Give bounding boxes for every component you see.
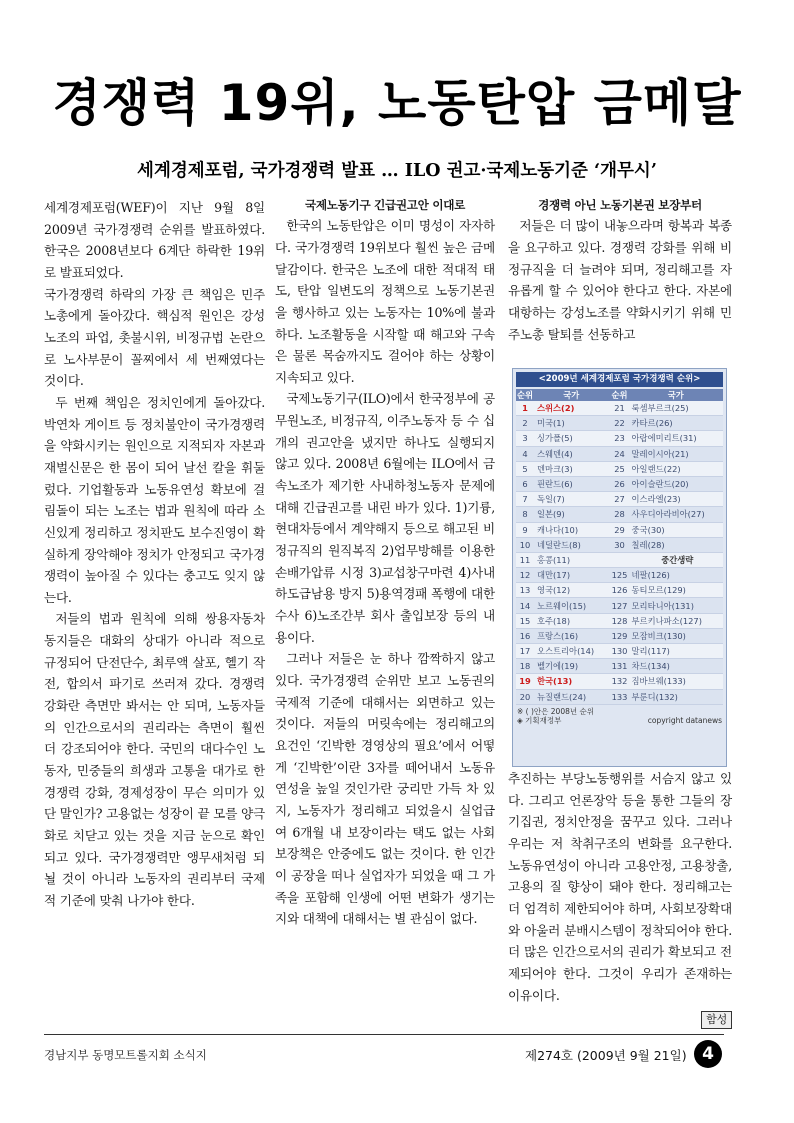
column-header: 국가 bbox=[629, 389, 723, 401]
country-cell: 영국(12) bbox=[534, 583, 609, 598]
country-cell: 모리타니아(131) bbox=[629, 598, 723, 613]
paragraph: 그러나 저들은 눈 하나 깜짝하지 않고 있다. 국가경쟁력 순위만 보고 노동권의 국제적 기준에 대해서는 외면하고 있는 것이다. 저들의 머릿속에는 정리해고의 요건인 ‘긴박한 경영상의 필요’에서 어떻게 ‘긴박한’이란 3자를 떼어내서 노동유연성을 높일 것인가란 궁리만 가득 차 있지, 노동자가 정리해고 되었을시 실업급여 6개월 내 보장이라는 택도 없는 사회보장책은 안중에도 없는 것이다. 한 인간이 공장을 떠나 실업자가 되었을 때 그 가족을 포함해 인생에 어떤 변화가 생기는지와 대책에 대해서는 별 관심이 없다. bbox=[275, 651, 495, 927]
table-row bbox=[516, 401, 723, 416]
table-row bbox=[516, 659, 723, 674]
country-cell: 오스트리아(14) bbox=[534, 644, 609, 659]
country-cell: 노르웨이(15) bbox=[534, 598, 609, 613]
country-cell: 부르키나파소(127) bbox=[629, 613, 723, 628]
country-cell: 벨기에(19) bbox=[534, 659, 609, 674]
table-row bbox=[516, 568, 723, 583]
country-cell: 카타르(26) bbox=[629, 416, 723, 431]
table-row bbox=[516, 416, 723, 431]
rank-cell: 28 bbox=[611, 507, 629, 522]
rank-cell: 130 bbox=[611, 644, 629, 659]
country-cell: 칠레(28) bbox=[629, 537, 723, 552]
rank-cell: 15 bbox=[516, 613, 534, 628]
table-row bbox=[516, 598, 723, 613]
country-cell: 아랍에미리트(31) bbox=[629, 431, 723, 446]
country-cell: 한국(13) bbox=[534, 674, 609, 689]
article-column-3-continued bbox=[508, 768, 732, 1030]
country-cell: 중국(30) bbox=[629, 522, 723, 537]
figure-source: ◈ 기획재정부 bbox=[517, 716, 562, 726]
paragraph: 세계경제포럼(WEF)이 지난 9월 8일 2009년 국가경쟁력 순위를 발표하였다. 한국은 2008년보다 6계단 하락한 19위로 발표되었다. bbox=[44, 200, 265, 280]
country-cell: 프랑스(16) bbox=[534, 628, 609, 643]
country-cell: 사우디아라비아(27) bbox=[629, 507, 723, 522]
rank-cell bbox=[611, 552, 629, 567]
table-row bbox=[516, 522, 723, 537]
table-row bbox=[516, 537, 723, 552]
country-cell: 짐바브웨(133) bbox=[629, 674, 723, 689]
country-cell: 모잠비크(130) bbox=[629, 628, 723, 643]
rank-cell: 21 bbox=[611, 401, 629, 416]
table-row bbox=[516, 492, 723, 507]
article-column-3 bbox=[508, 197, 732, 345]
table-row bbox=[516, 446, 723, 461]
table-row bbox=[516, 689, 723, 704]
article-column-1 bbox=[44, 197, 265, 912]
figure-title: <2009년 세계경제포럼 국가경쟁력 순위> bbox=[516, 372, 723, 387]
column-header: 순위 bbox=[611, 390, 628, 400]
rank-cell: 24 bbox=[611, 446, 629, 461]
rank-cell: 25 bbox=[611, 461, 629, 476]
country-cell: 뉴질랜드(24) bbox=[534, 689, 609, 704]
rank-cell: 16 bbox=[516, 628, 534, 643]
article-column-2 bbox=[275, 197, 495, 930]
country-cell: 스위스(2) bbox=[534, 401, 609, 416]
paragraph: 한국의 노동탄압은 이미 명성이 자자하다. 국가경쟁력 19위보다 훨씬 높은 금메달감이다. 한국은 노조에 대한 적대적 태도, 탄압 일변도의 정책으로 노동기본권을 행사하고 있는 노동자는 10%에 불과하다. 노조활동을 시작할 때 해고와 구속은 물론 목숨까지도 걸어야 하는 상황이 지속되고 있다. bbox=[275, 218, 495, 385]
country-cell: 룩셈부르크(25) bbox=[629, 401, 723, 416]
ranking-table bbox=[516, 389, 723, 705]
paragraph: 저들은 더 많이 내놓으라며 항복과 복종을 요구하고 있다. 경쟁력 강화를 위해 비정규직을 더 늘려야 되며, 정리해고를 자유롭게 할 수 있어야 한다고 한다. 자본에 대항하는 강성노조를 약화시키기 위해 민주노총 탈퇴를 선동하고 bbox=[508, 218, 732, 342]
country-cell: 아일랜드(22) bbox=[629, 461, 723, 476]
paragraph: 추진하는 부당노동행위를 서슴지 않고 있다. 그리고 언론장악 등을 통한 그들의 장기집권, 정치안정을 꿈꾸고 있다. 그러나 우리는 저 착취구조의 변화를 요구한다. 노동유연성이 아니라 고용안정, 고용창출, 고용의 질 향상이 돼야 한다. 정리해고는 더 엄격히 제한되어야 하며, 사회보장확대와 아울러 분배시스템이 정착되어야 한다. 더 많은 인간으로서의 권리가 확보되고 전제되어야 한다. 그것이 우리가 존재하는 이유이다. bbox=[508, 771, 732, 1003]
country-cell: 독일(7) bbox=[534, 492, 609, 507]
headline: 경쟁력 19위, 노동탄압 금메달 bbox=[52, 74, 742, 132]
rank-cell: 6 bbox=[516, 476, 534, 491]
figure-note: ※ ( )안은 2008년 순위 bbox=[517, 706, 594, 716]
paragraph: 국제노동기구(ILO)에서 한국정부에 공무원노조, 비정규직, 이주노동자 등 수 십개의 권고안을 냈지만 하나도 실행되지 않고 있다. 2008년 6월에는 ILO에서 금속노조가 제기한 사내하청노동자 문제에 대해 긴급권고를 내린 바가 있다. 1)기륭, 현대차등에서 계약해지 등으로 해고된 비정규직의 원직복직 2)업무방해를 이용한 손배가압류 시정 3)교섭창구마련 4)사내 하도급남용 방지 5)용역경패 폭행에 대한 수사 6)노조간부 회사 출입보장 등의 내용이다. bbox=[275, 391, 495, 645]
rank-cell: 14 bbox=[516, 598, 534, 613]
paragraph: 저들의 법과 원칙에 의해 쌍용자동차 동지들은 대화의 상대가 아니라 적으로 규정되어 단전단수, 최루액 살포, 헬기 작전, 합의서 파기로 쓰러져 갔다. 경쟁력 강화란 측면만 봐서는 안 되며, 노동자들의 인간으로서의 권리라는 측면이 훨씬 더 강조되어야 한다. 국민의 대다수인 노동자, 민중들의 희생과 고통을 대가로 한 경쟁력 강화, 경제성장이 무슨 의미가 있단 말인가? 고용없는 성장이 끝 모를 양극화로 치닫고 있는 것을 지금 눈으로 확인되고 있다. 국가경쟁력만 앵무새처럼 되뇔 것이 아니라 노동자의 권리부터 국제적 기준에 맞춰 나가야 한다. bbox=[44, 611, 265, 908]
table-row bbox=[516, 583, 723, 598]
rank-cell: 19 bbox=[516, 674, 534, 689]
rank-cell: 131 bbox=[611, 659, 629, 674]
country-cell: 대만(17) bbox=[534, 568, 609, 583]
paragraph: 두 번째 책임은 정치인에게 돌아갔다. 박연차 게이트 등 정치불안이 국가경쟁력을 약화시키는 원인으로 지적되자 자본과 재벌신문은 한 몸이 되어 날선 칼을 휘둘렀다. 기업활동과 노동유연성 확보에 걸림돌이 되는 노조는 법과 원칙에 따라 소신있게 정리하고 정치판도 보수진영이 확실하게 장악해야 정치가 안정되고 국가경쟁력이 높아질 수 있다는 충고도 잊지 않는다. bbox=[44, 394, 265, 605]
column-header: 국가 bbox=[534, 389, 609, 401]
country-cell: 싱가폴(5) bbox=[534, 431, 609, 446]
rank-cell: 132 bbox=[611, 674, 629, 689]
country-cell: 네덜란드(8) bbox=[534, 537, 609, 552]
rank-cell: 17 bbox=[516, 644, 534, 659]
rank-cell: 30 bbox=[611, 537, 629, 552]
country-cell: 스웨덴(4) bbox=[534, 446, 609, 461]
section-heading: 경쟁력 아닌 노동기본권 보장부터 bbox=[538, 198, 702, 212]
figure-copyright: copyright datanews bbox=[647, 716, 722, 726]
country-cell: 중간생략 bbox=[629, 552, 723, 567]
author-signature bbox=[508, 1008, 732, 1030]
rank-cell: 126 bbox=[611, 583, 629, 598]
table-row bbox=[516, 628, 723, 643]
rank-cell: 129 bbox=[611, 628, 629, 643]
rank-cell: 26 bbox=[611, 476, 629, 491]
country-cell: 캐나다(10) bbox=[534, 522, 609, 537]
country-cell: 덴마크(3) bbox=[534, 461, 609, 476]
rank-cell: 27 bbox=[611, 492, 629, 507]
table-row bbox=[516, 674, 723, 689]
issue-info: 제274호 (2009년 9월 21일) bbox=[525, 1048, 687, 1063]
country-cell: 핀란드(6) bbox=[534, 476, 609, 491]
country-cell: 동티모르(129) bbox=[629, 583, 723, 598]
rank-cell: 20 bbox=[516, 689, 534, 704]
country-cell: 아이슬란드(20) bbox=[629, 476, 723, 491]
rank-cell: 127 bbox=[611, 598, 629, 613]
rank-cell: 4 bbox=[516, 446, 534, 461]
table-row bbox=[516, 613, 723, 628]
rank-cell: 1 bbox=[516, 401, 534, 416]
section-heading: 국제노동기구 긴급권고안 이대로 bbox=[304, 198, 466, 212]
country-cell: 말리(117) bbox=[629, 644, 723, 659]
rank-cell: 11 bbox=[516, 552, 534, 567]
country-cell: 미국(1) bbox=[534, 416, 609, 431]
ranking-table-figure bbox=[512, 368, 727, 767]
country-cell: 홍콩(11) bbox=[534, 552, 609, 567]
country-cell: 일본(9) bbox=[534, 507, 609, 522]
subtitle: 세계경제포럼, 국가경쟁력 발표 … ILO 권고·국제노동기준 ‘개무시’ bbox=[137, 161, 657, 181]
country-cell: 이스라엘(23) bbox=[629, 492, 723, 507]
author-name: 함성 bbox=[701, 1011, 732, 1028]
rank-cell: 128 bbox=[611, 613, 629, 628]
ranking-table-body bbox=[516, 401, 723, 704]
rank-cell: 7 bbox=[516, 492, 534, 507]
newsletter-name: 경남지부 동명모트롤지회 소식지 bbox=[44, 1048, 207, 1062]
rank-cell: 10 bbox=[516, 537, 534, 552]
country-cell: 부룬디(132) bbox=[629, 689, 723, 704]
rank-cell: 23 bbox=[611, 431, 629, 446]
table-row bbox=[516, 644, 723, 659]
rank-cell: 9 bbox=[516, 522, 534, 537]
page-number: 4 bbox=[694, 1040, 722, 1068]
rank-cell: 2 bbox=[516, 416, 534, 431]
rank-cell: 12 bbox=[516, 568, 534, 583]
table-row bbox=[516, 431, 723, 446]
footer-divider bbox=[44, 1034, 724, 1035]
country-cell: 호주(18) bbox=[534, 613, 609, 628]
rank-cell: 8 bbox=[516, 507, 534, 522]
paragraph: 국가경쟁력 하락의 가장 큰 책임은 민주노총에게 돌아갔다. 핵심적 원인은 강성노조의 파업, 촛불시위, 비정규법 논란으로 노사부문이 꼴찌에서 세 번째였다는 것이다. bbox=[44, 286, 265, 389]
rank-cell: 22 bbox=[611, 416, 629, 431]
column-header: 순위 bbox=[516, 390, 534, 400]
country-cell: 네팔(126) bbox=[629, 568, 723, 583]
country-cell: 차드(134) bbox=[629, 659, 723, 674]
rank-cell: 18 bbox=[516, 659, 534, 674]
rank-cell: 3 bbox=[516, 431, 534, 446]
rank-cell: 125 bbox=[611, 568, 629, 583]
country-cell: 말레이시아(21) bbox=[629, 446, 723, 461]
table-row bbox=[516, 461, 723, 476]
table-row bbox=[516, 476, 723, 491]
rank-cell: 29 bbox=[611, 522, 629, 537]
rank-cell: 5 bbox=[516, 461, 534, 476]
figure-footnote bbox=[517, 707, 722, 726]
table-row bbox=[516, 552, 723, 567]
rank-cell: 13 bbox=[516, 583, 534, 598]
rank-cell: 133 bbox=[611, 689, 629, 704]
table-row bbox=[516, 507, 723, 522]
